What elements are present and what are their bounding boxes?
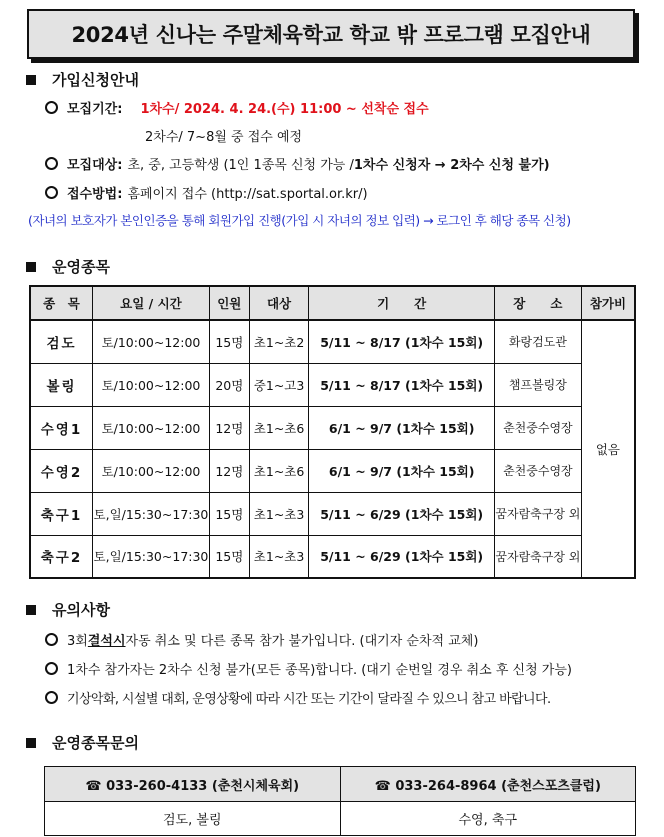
col-time: 요일 / 시간	[92, 286, 209, 320]
table-row: 볼링 토/10:00~12:00 20명 중1~고3 5/11 ~ 8/17 (1차수 15회) 챔프볼링장	[30, 363, 635, 406]
circle-bullet-icon	[45, 633, 58, 646]
page-title: 2024년 신나는 주말체육학교 학교 밖 프로그램 모집안내	[71, 23, 591, 47]
contact-chuncheon-sports-council: ☎ 033-260-4133 (춘천시체육회)	[45, 767, 341, 802]
circle-bullet-icon	[45, 662, 58, 675]
col-period: 기 간	[309, 286, 494, 320]
period-first-round: 1차수/ 2024. 4. 24.(수) 11:00 ~ 선착순 접수	[140, 102, 429, 117]
recruit-target-line: 모집대상: 초, 중, 고등학생 (1인 1종목 신청 가능 / 1차수 신청자 → 2차수 신청 불가)	[45, 154, 550, 173]
square-bullet-icon	[26, 262, 36, 272]
circle-bullet-icon	[45, 157, 58, 170]
table-header-row	[30, 286, 635, 320]
table-row: 축구1 토,일/15:30~17:30 15명 초1~초3 5/11 ~ 6/29 (1차수 15회) 꿈자람축구장 외	[30, 492, 635, 535]
section-heading-contact: 운영종목문의	[26, 732, 139, 753]
note-item-1: 3회 결석시 자동 취소 및 다른 종목 참가 불가입니다. (대기자 순차적 교체)	[45, 630, 478, 649]
table-row: 축구2 토,일/15:30~17:30 15명 초1~초3 5/11 ~ 6/29 (1차수 15회) 꿈자람축구장 외	[30, 535, 635, 578]
signup-note: (자녀의 보호자가 본인인증을 통해 회원가입 진행(가입 시 자녀의 정보 입력) → 로그인 후 해당 종목 신청)	[28, 213, 571, 228]
recruit-period-line: 모집기간: 1차수/ 2024. 4. 24.(수) 11:00 ~ 선착순 접수	[45, 98, 429, 117]
square-bullet-icon	[26, 738, 36, 748]
square-bullet-icon	[26, 605, 36, 615]
col-sport: 종 목	[30, 286, 92, 320]
section-heading-program: 운영종목	[26, 256, 110, 277]
section-heading-notes: 유의사항	[26, 599, 110, 620]
square-bullet-icon	[26, 75, 36, 85]
table-row: 수영2 토/10:00~12:00 12명 초1~초6 6/1 ~ 9/7 (1차수 15회) 춘천중수영장	[30, 449, 635, 492]
col-count: 인원	[209, 286, 249, 320]
contact-table	[44, 766, 636, 836]
contact-header-row	[45, 767, 636, 802]
circle-bullet-icon	[45, 186, 58, 199]
col-target: 대상	[249, 286, 309, 320]
col-place: 장 소	[494, 286, 581, 320]
section-heading-join: 가입신청안내	[26, 69, 139, 90]
title-box	[27, 9, 635, 59]
table-row: 수영1 토/10:00~12:00 12명 초1~초6 6/1 ~ 9/7 (1차수 15회) 춘천중수영장	[30, 406, 635, 449]
col-fee: 참가비	[581, 286, 635, 320]
program-table	[29, 285, 636, 579]
circle-bullet-icon	[45, 101, 58, 114]
homepage-link[interactable]: 홈페이지 접수 (http://sat.sportal.or.kr/)	[127, 187, 368, 202]
note-item-3: 기상악화, 시설별 대회, 운영상황에 따라 시간 또는 기간이 달라질 수 있으니 참고 바랍니다.	[45, 688, 550, 707]
note-item-2: 1차수 참가자는 2차수 신청 불가(모든 종목)합니다. (대기 순번일 경우 취소 후 신청 가능)	[45, 659, 572, 678]
contact-sports-row: 검도, 볼링 수영, 축구	[45, 802, 636, 836]
fee-cell: 없음	[581, 320, 635, 578]
circle-bullet-icon	[45, 691, 58, 704]
apply-method-line: 접수방법: 홈페이지 접수 (http://sat.sportal.or.kr/)	[45, 183, 368, 202]
table-row: 검도 토/10:00~12:00 15명 초1~초2 5/11 ~ 8/17 (1차수 15회) 화랑검도관 없음	[30, 320, 635, 363]
period-second-round: 2차수/ 7~8월 중 접수 예정	[145, 130, 303, 145]
contact-chuncheon-sports-club: ☎ 033-264-8964 (춘천스포츠클럽)	[340, 767, 636, 802]
